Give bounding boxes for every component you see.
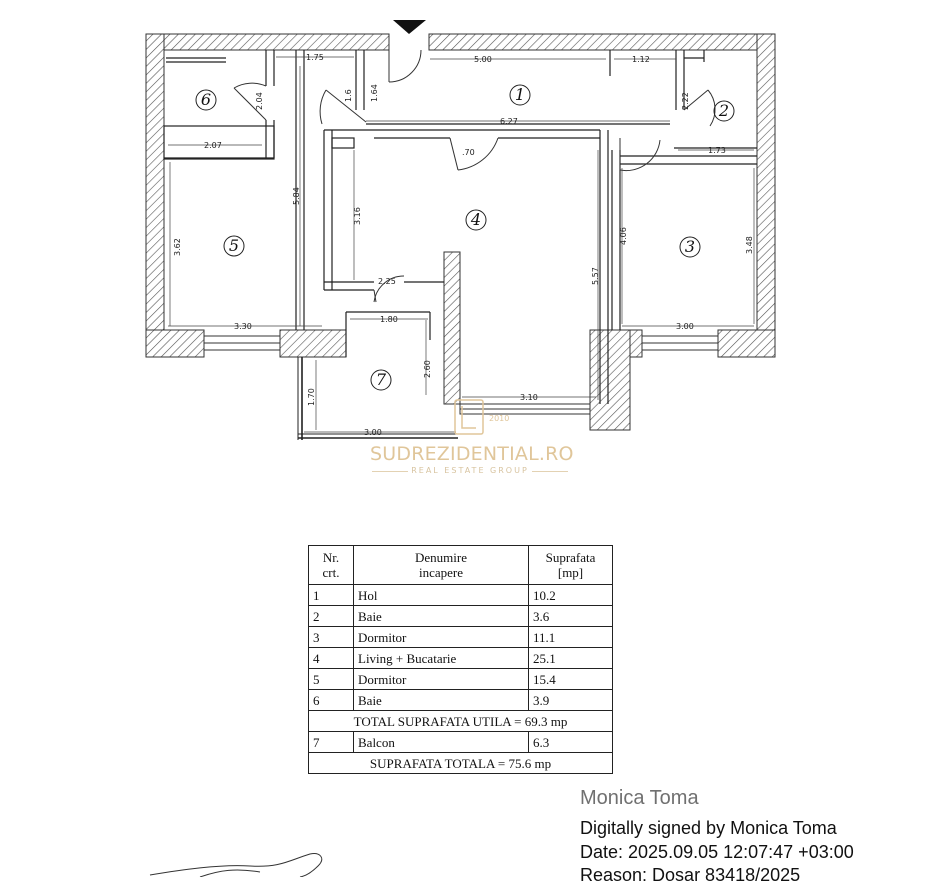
room-1-label: 1 xyxy=(514,85,526,104)
dim-top-mid: 5.00 xyxy=(474,55,492,64)
table-row: 5 Dormitor 15.4 xyxy=(309,669,613,690)
dimension-lines xyxy=(168,57,754,432)
watermark-tagline: REAL ESTATE GROUP xyxy=(411,466,529,475)
dim-v-557: 5.57 xyxy=(591,267,600,285)
handwritten-signature xyxy=(140,850,360,877)
dim-v-222: 2.22 xyxy=(681,92,690,110)
header-nr: Nr. crt. xyxy=(309,546,354,585)
dim-v-16: 1.6 xyxy=(344,89,353,102)
room-7-label: 7 xyxy=(375,370,387,389)
dim-door: .70 xyxy=(462,148,475,157)
dim-v-406: 4.06 xyxy=(619,227,628,245)
dim-v-584: 5.84 xyxy=(292,187,301,205)
room-4-label: 4 xyxy=(470,210,482,229)
header-area: Suprafata [mp] xyxy=(529,546,613,585)
signer-name: Monica Toma xyxy=(580,787,699,809)
dim-v-316: 3.16 xyxy=(353,207,362,225)
room-2-label: 2 xyxy=(718,101,730,120)
table-header-row xyxy=(309,546,613,585)
watermark-line-right xyxy=(532,471,568,472)
table-row: 2 Baie 3.6 xyxy=(309,606,613,627)
dim-top-right: 1.12 xyxy=(632,55,650,64)
dim-v-164: 1.64 xyxy=(370,84,379,102)
dim-top-left: 1.75 xyxy=(306,53,324,62)
dim-balcony-top: 1.80 xyxy=(380,315,398,324)
area-table xyxy=(308,545,613,774)
dimension-labels xyxy=(173,53,754,437)
dim-v-348: 3.48 xyxy=(745,236,754,254)
dim-hall: 6.27 xyxy=(500,117,518,126)
dim-v-204: 2.04 xyxy=(255,92,264,110)
dim-v-170: 1.70 xyxy=(307,388,316,406)
watermark-year: 2010 xyxy=(489,414,510,423)
dim-room2-width: 1.73 xyxy=(708,146,726,155)
doors xyxy=(234,50,715,302)
dim-small: 2.25 xyxy=(378,277,396,286)
signature-reason: Reason: Dosar 83418/2025 xyxy=(580,865,801,885)
table-row: 1 Hol 10.2 xyxy=(309,585,613,606)
table-row: 4 Living + Bucatarie 25.1 xyxy=(309,648,613,669)
total-util-row: TOTAL SUPRAFATA UTILA = 69.3 mp xyxy=(309,711,613,732)
entrance-arrow-icon xyxy=(393,20,426,34)
total-row: SUPRAFATA TOTALA = 75.6 mp xyxy=(309,753,613,774)
room-3-label: 3 xyxy=(684,237,696,256)
dim-room3-width: 3.00 xyxy=(676,322,694,331)
watermark-brand: SUDREZIDENTIAL.RO xyxy=(370,443,574,465)
table-row-balcony: 7 Balcon 6.3 xyxy=(309,732,613,753)
room-5-label: 5 xyxy=(228,236,240,255)
dim-v-362: 3.62 xyxy=(173,238,182,256)
dim-v-260: 2.60 xyxy=(423,360,432,378)
header-name: Denumire incapere xyxy=(354,546,529,585)
table-row: 3 Dormitor 11.1 xyxy=(309,627,613,648)
table-row: 6 Baie 3.9 xyxy=(309,690,613,711)
room-6-label: 6 xyxy=(200,90,212,109)
signed-by-line: Digitally signed by Monica Toma xyxy=(580,818,837,838)
dim-room4-bottom: 3.10 xyxy=(520,393,538,402)
signature-date: Date: 2025.09.05 12:07:47 +03:00 xyxy=(580,842,854,862)
dim-room5-width: 3.30 xyxy=(234,322,252,331)
dim-balcony-bottom: 3.00 xyxy=(364,428,382,437)
dim-room6-width: 2.07 xyxy=(204,141,222,150)
